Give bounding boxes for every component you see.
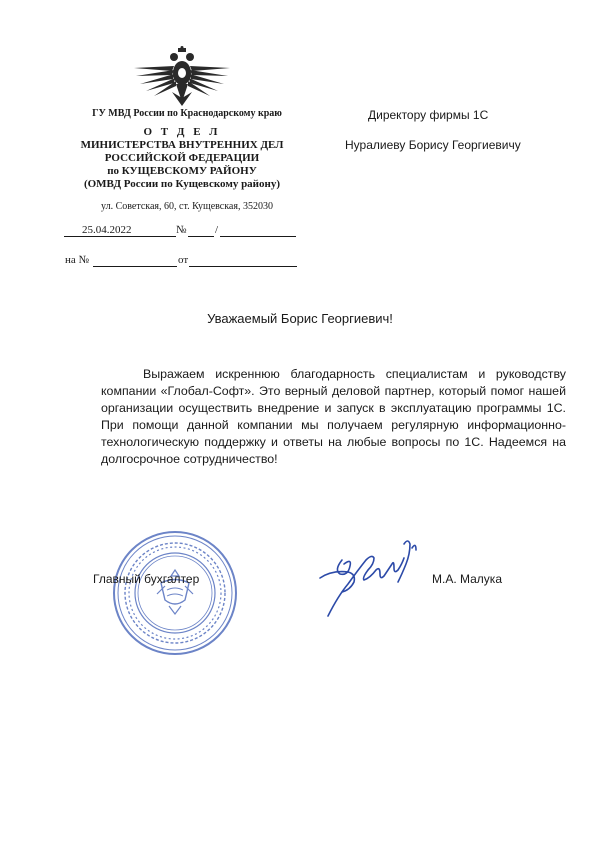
number-slash: /	[215, 224, 219, 236]
signer-name: М.А. Малука	[432, 572, 502, 586]
signer-position: Главный бухгалтер	[93, 572, 200, 586]
addressee-name: Нуралиеву Борису Георгиевичу	[345, 138, 521, 152]
ministry-line: по КУЩЕВСКОМУ РАЙОНУ	[107, 165, 257, 177]
reference-prefix: на №	[65, 254, 90, 266]
addressee-position: Директору фирмы 1С	[368, 108, 489, 122]
ministry-line: РОССИЙСКОЙ ФЕДЕРАЦИИ	[104, 152, 260, 164]
registration-date: 25.04.2022	[82, 224, 132, 236]
letter-body: Выражаем искреннюю благодарность специалистам и руководству компании «Глобал-Софт». Это верный деловой партнер, который помог нашей организации осуществить внедрение и запуск в эксплуатацию программы 1С. При помощи данной компании мы получаем регулярную информационно-технологическую поддержку и ответы на любые вопросы по 1С. Надеемся на долгосрочное сотрудничество!	[101, 367, 566, 466]
registration-line	[70, 224, 290, 238]
official-stamp-icon	[111, 528, 239, 658]
number-label: №	[176, 224, 187, 236]
handwritten-signature-icon	[312, 530, 432, 620]
department-title: О Т Д Е Л	[143, 126, 221, 138]
ministry-line: МИНИСТЕРСТВА ВНУТРЕННИХ ДЕЛ	[80, 139, 284, 151]
reference-line	[65, 254, 305, 268]
salutation: Уважаемый Борис Георгиевич!	[207, 311, 393, 326]
organization-name: ГУ МВД России по Краснодарскому краю	[92, 108, 282, 119]
organization-address: ул. Советская, 60, ст. Кущевская, 352030	[101, 201, 273, 212]
eagle-emblem-icon	[132, 46, 232, 108]
ministry-line: (ОМВД России по Кущевскому району)	[83, 178, 281, 190]
reference-from: от	[178, 254, 189, 266]
